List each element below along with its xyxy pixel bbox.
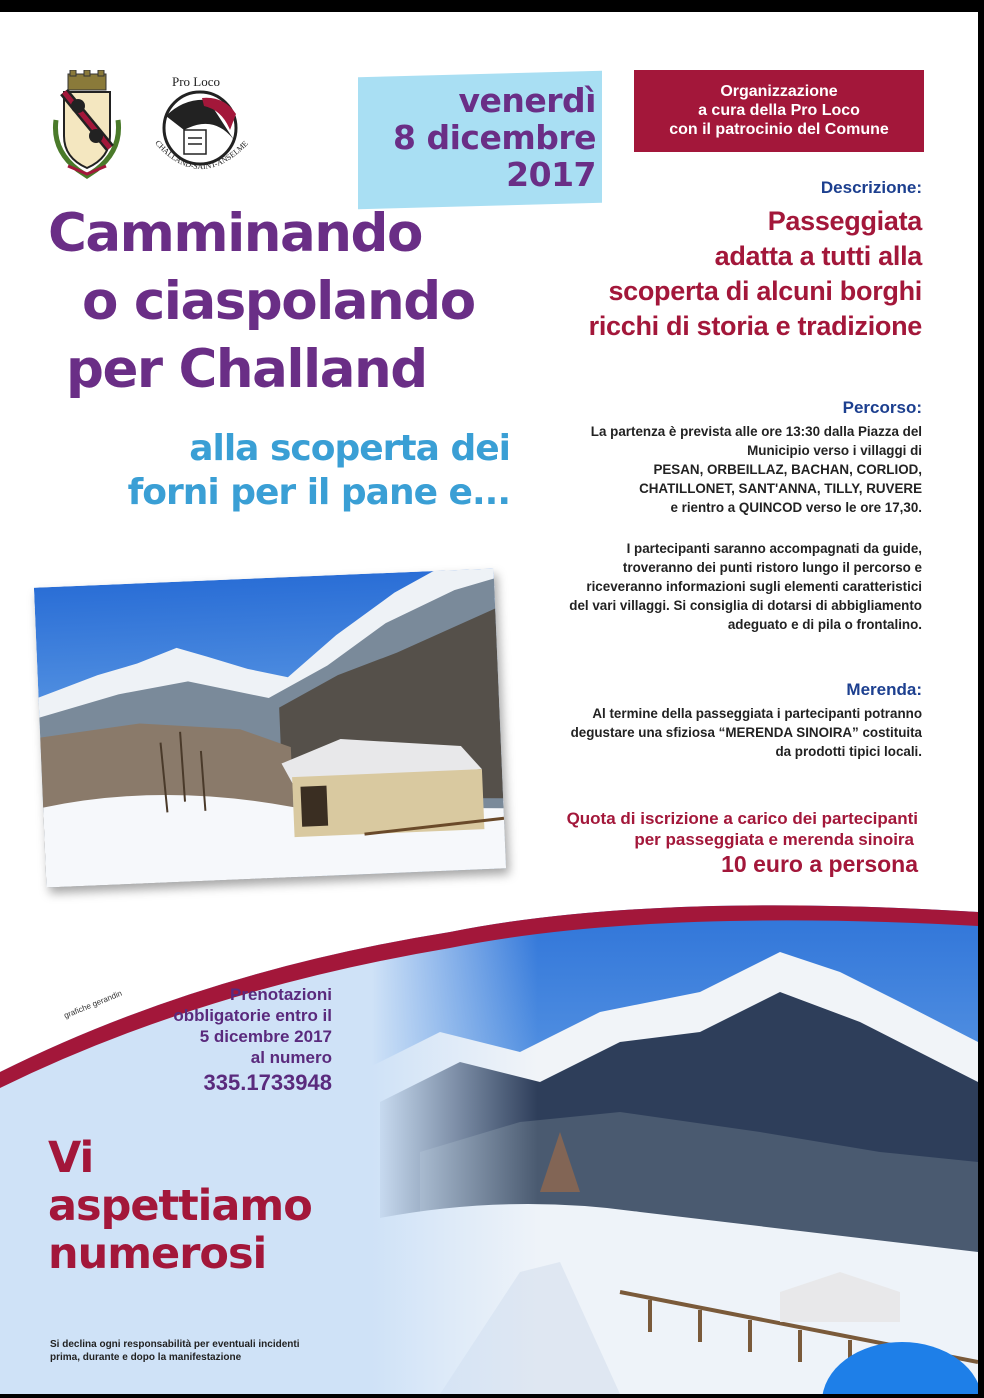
snack-section <box>571 680 922 761</box>
event-date <box>356 82 596 193</box>
pro-loco-logo <box>144 70 256 190</box>
disclaimer-line-1: Si declina ogni responsabilità per eventuali incidenti <box>50 1339 300 1350</box>
booking-line-4: al numero <box>250 1048 332 1067</box>
title-line-2: o ciaspolando <box>82 271 475 332</box>
organization-box <box>634 70 924 152</box>
booking-line-3: 5 dicembre 2017 <box>199 1027 332 1046</box>
disclaimer <box>50 1338 370 1364</box>
title-line-1: Camminando <box>48 203 422 264</box>
booking-phone-number: 335.1733948 <box>203 1070 332 1095</box>
guides-line-5: adeguato e di pila o frontalino. <box>727 617 922 632</box>
pro-loco-arc-text: Pro Loco <box>172 74 221 89</box>
org-line-2: a cura della Pro Loco <box>698 102 860 119</box>
booking-info <box>120 984 332 1098</box>
title-line-3: per Challand <box>66 339 427 400</box>
guides-line-4: del vari villaggi. Si consiglia di dotarsi di abbigliamento <box>569 598 922 613</box>
description-section <box>589 178 922 344</box>
description-line-1: Passeggiata <box>767 206 922 236</box>
route-line-4: CHATILLONET, SANT'ANNA, TILLY, RUVERE <box>639 481 922 496</box>
org-line-1: Organizzazione <box>720 83 838 100</box>
description-line-4: ricchi di storia e tradizione <box>588 311 922 341</box>
date-year: 2017 <box>506 155 596 194</box>
snack-title: Merenda: <box>846 680 922 699</box>
description-text <box>589 204 922 344</box>
welcome-message <box>48 1134 368 1278</box>
description-title: Descrizione: <box>820 178 922 197</box>
route-line-1: La partenza è prevista alle ore 13:30 dalla Piazza del <box>590 424 922 439</box>
route-section <box>569 398 922 634</box>
description-line-3: scoperta di alcuni borghi <box>608 276 922 306</box>
date-day-month: 8 dicembre <box>393 118 596 157</box>
graphics-credit: grafiche gerandin <box>62 988 124 1021</box>
event-subtitle <box>40 427 510 515</box>
snack-text <box>571 704 922 761</box>
snowy-hut-photo <box>34 569 506 888</box>
date-weekday: venerdì <box>458 81 596 120</box>
guides-text <box>569 539 922 634</box>
event-title <box>48 200 538 404</box>
guides-line-1: I partecipanti saranno accompagnati da guide, <box>626 541 922 556</box>
route-text <box>569 422 922 517</box>
snack-line-3: da prodotti tipici locali. <box>775 744 922 759</box>
org-line-3: con il patrocinio del Comune <box>669 121 889 138</box>
disclaimer-line-2: prima, durante e dopo la manifestazione <box>50 1352 242 1363</box>
subtitle-line-1: alla scoperta dei <box>189 428 510 469</box>
snack-line-2: degustare una sfiziosa “MERENDA SINOIRA” costituita <box>570 725 922 740</box>
fee-section <box>567 808 918 878</box>
municipal-crest-logo <box>48 70 126 180</box>
pro-loco-bottom-text: CHALLAND-SAINT-ANSELME <box>153 138 250 172</box>
fee-amount: 10 euro a persona <box>721 851 918 877</box>
welcome-line-3: numerosi <box>48 1229 267 1279</box>
fee-line-1: Quota di iscrizione a carico dei partecipanti <box>566 809 918 828</box>
booking-line-2: obbligatorie entro il <box>173 1006 332 1025</box>
description-line-2: adatta a tutti alla <box>714 241 922 271</box>
route-line-2: Municipio verso i villaggi di <box>747 443 922 458</box>
route-title: Percorso: <box>842 398 922 417</box>
welcome-line-2: aspettiamo <box>48 1181 312 1231</box>
guides-line-3: riceveranno informazioni sugli elementi caratteristici <box>586 579 922 594</box>
fee-line-2: per passeggiata e merenda sinoira <box>634 830 914 849</box>
guides-line-2: troveranno dei punti ristoro lungo il percorso e <box>622 560 922 575</box>
route-line-5: e rientro a QUINCOD verso le ore 17,30. <box>670 500 922 515</box>
route-line-3: PESAN, ORBEILLAZ, BACHAN, CORLIOD, <box>653 462 922 477</box>
booking-line-1: Prenotazioni <box>229 985 332 1004</box>
poster-page <box>0 12 978 1394</box>
subtitle-line-2: forni per il pane e... <box>127 472 510 513</box>
snack-line-1: Al termine della passeggiata i partecipanti potranno <box>592 706 922 721</box>
welcome-line-1: Vi <box>48 1133 94 1183</box>
